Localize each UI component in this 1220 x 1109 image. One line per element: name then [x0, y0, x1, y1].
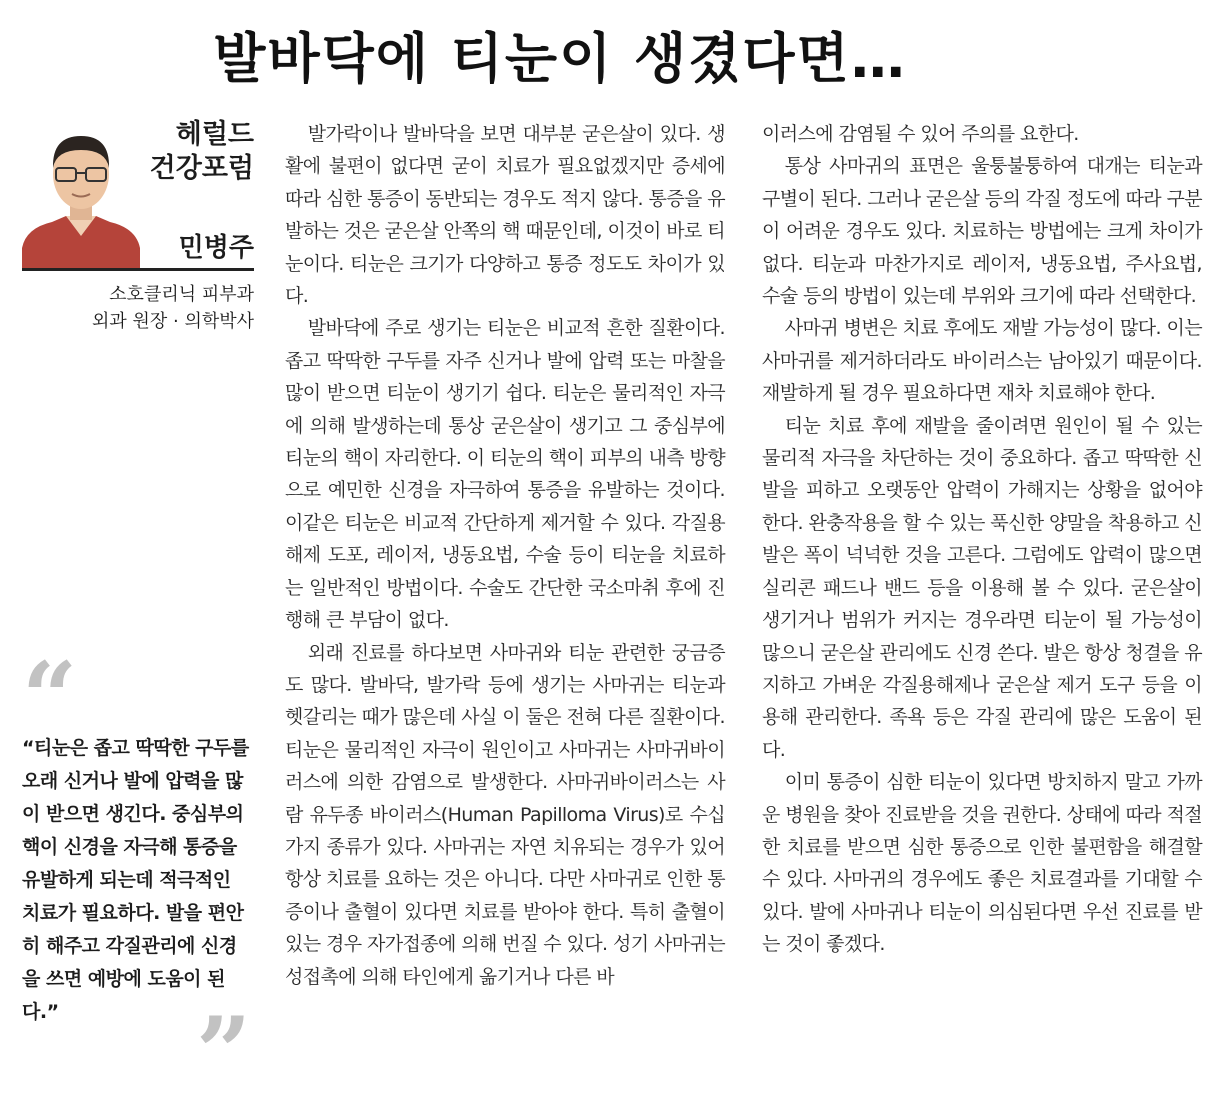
author-portrait	[22, 124, 140, 268]
author-box	[22, 118, 254, 335]
paragraph: 티눈 치료 후에 재발을 줄이려면 원인이 될 수 있는 물리적 자극을 차단하는 것이 중요하다. 좁고 딱딱한 신발을 피하고 오랫동안 압력이 가해지는 상황을 없어야 한다. 완충작용을 할 수 있는 푹신한 양말을 착용하고 신발은 폭이 넉넉한 것을 고른다. 그럼에도 압력이 많으면 실리콘 패드나 밴드 등을 이용해 볼 수 있다. 굳은살이 생기거나 범위가 커지는 경우라면 티눈이 될 가능성이 많으니 굳은살 관리에도 신경 쓴다. 발은 항상 청결을 유지하고 가벼운 각질용해제나 굳은살 제거 도구 등을 이용해 관리한다. 족욕 등은 각질 관리에 많은 도움이 된다.	[762, 414, 1202, 761]
forum-title-line2: 건강포럼	[149, 153, 254, 184]
close-quote-icon: ”	[196, 996, 252, 1109]
paragraph: 발가락이나 발바닥을 보면 대부분 굳은살이 있다. 생활에 불편이 없다면 굳이 치료가 필요없겠지만 증세에 따라 심한 통증이 동반되는 경우도 적지 않다. 통증을 유발하는 것은 굳은살 안쪽의 핵 때문인데, 이것이 바로 티눈이다. 티눈은 크기가 다양하고 통증 정도도 차이가 있다.	[285, 123, 725, 308]
author-header	[22, 118, 254, 271]
paragraph: 발바닥에 주로 생기는 티눈은 비교적 흔한 질환이다. 좁고 딱딱한 구두를 자주 신거나 발에 압력 또는 마찰을 많이 받으면 티눈이 생기기 쉽다. 티눈은 물리적인 자극에 의해 발생하는데 통상 굳은살이 생기고 그 중심부에 티눈의 핵이 자리한다. 이 티눈의 핵이 피부의 내측 방향으로 예민한 신경을 자극하여 통증을 유발하는 것이다. 이같은 티눈은 비교적 간단하게 제거할 수 있다. 각질용해제 도포, 레이저, 냉동요법, 수술 등이 티눈을 치료하는 일반적인 방법이다. 수술도 간단한 국소마취 후에 진행해 큰 부담이 없다.	[285, 317, 725, 632]
author-name: 민병주	[178, 233, 254, 263]
author-affiliation-line1: 소호클리닉 피부과	[109, 284, 254, 305]
paragraph: 이러스에 감염될 수 있어 주의를 요한다.	[762, 123, 1079, 145]
paragraph: 통상 사마귀의 표면은 울퉁불퉁하여 대개는 티눈과 구별이 된다. 그러나 굳은살 등의 각질 정도에 따라 구분이 어려운 경우도 있다. 치료하는 방법에는 크게 차이가 없다. 티눈과 마찬가지로 레이저, 냉동요법, 주사요법, 수술 등의 방법이 있는데 부위와 크기에 따라 선택한다.	[762, 155, 1202, 308]
article-column-2	[762, 118, 1202, 961]
open-quote-icon: “	[22, 641, 78, 754]
avatar	[22, 124, 140, 268]
paragraph: 외래 진료를 하다보면 사마귀와 티눈 관련한 궁금증도 많다. 발바닥, 발가락 등에 생기는 사마귀는 티눈과 헷갈리는 때가 많은데 사실 이 둘은 전혀 다른 질환이다. 티눈은 물리적인 자극이 원인이고 사마귀는 사마귀바이러스에 의한 감염으로 발생한다. 사마귀바이러스는 사람 유두종 바이러스(Human Papilloma Virus)로 수십가지 종류가 있다. 사마귀는 자연 치유되는 경우가 있어 항상 치료를 요하는 것은 아니다. 다만 사마귀로 인한 통증이나 출혈이 있다면 치료를 받아야 한다. 특히 출혈이 있는 경우 자가접종에 의해 번질 수 있다. 성기 사마귀는 성접촉에 의해 타인에게 옮기거나 다른 바	[285, 641, 725, 988]
author-affiliation	[22, 281, 254, 335]
pull-quote: “티눈은 좁고 딱딱한 구두를 오래 신거나 발에 압력을 많이 받으면 생긴다. 중심부의 핵이 신경을 자극해 통증을 유발하게 되는데 적극적인 치료가 필요하다. 발을 편안히 해주고 각질관리에 신경을 쓰면 예방에 도움이 된다.”	[22, 737, 249, 1023]
forum-title-line1: 헤럴드	[175, 119, 254, 150]
paragraph: 사마귀 병변은 치료 후에도 재발 가능성이 많다. 이는 사마귀를 제거하더라도 바이러스는 남아있기 때문이다. 재발하게 될 경우 필요하다면 재차 치료해야 한다.	[762, 317, 1202, 405]
headline: 발바닥에 티눈이 생겼다면…	[213, 27, 907, 90]
author-affiliation-line2: 외과 원장 · 의학박사	[92, 311, 254, 332]
paragraph: 이미 통증이 심한 티눈이 있다면 방치하지 말고 가까운 병원을 찾아 진료받을 것을 권한다. 상태에 따라 적절한 치료를 받으면 심한 통증으로 인한 불편함을 해결할 수 있다. 사마귀의 경우에도 좋은 치료결과를 기대할 수 있다. 발에 사마귀나 티눈이 의심된다면 우선 진료를 받는 것이 좋겠다.	[762, 771, 1202, 956]
forum-title	[150, 118, 254, 186]
article-column-1	[285, 118, 725, 993]
